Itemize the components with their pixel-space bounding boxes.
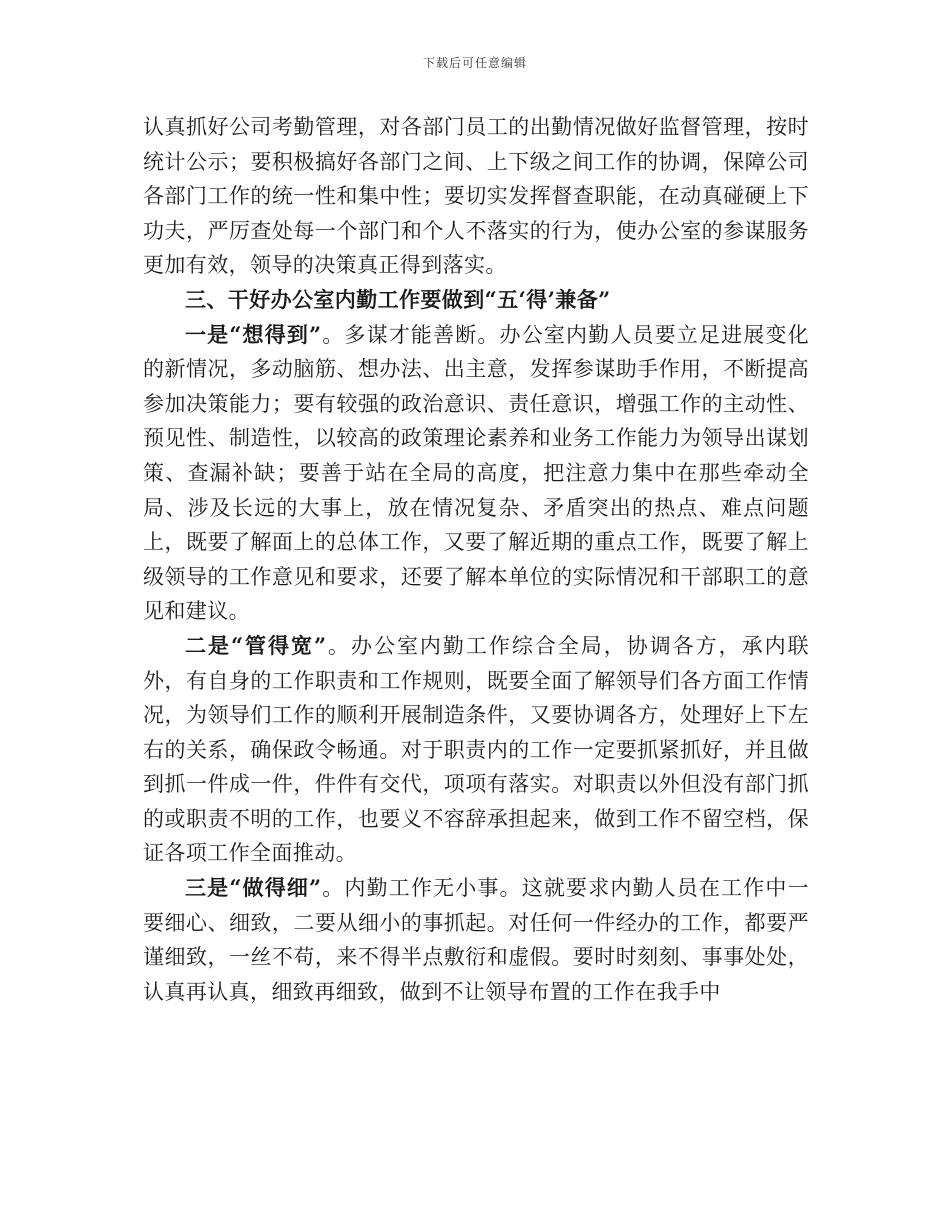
paragraph-do-detailed	[143, 871, 809, 1009]
paragraph-think-ahead	[143, 318, 809, 629]
paragraph-text: 。办公室内勤工作综合全局，协调各方，承内联外，有自身的工作职责和工作规则，既要全面了解领导们各方面工作情况，为领导们工作的顺利开展制造条件，又要协调各方，处理好上下左右的关系，确保政令畅通。对于职责内的工作一定要抓紧抓好，并且做到抓一件成一件，件件有交代，项项有落实。对职责以外但没有部门抓的或职责不明的工作，也要义不容辞承担起来，做到工作不留空档，保证各项工作全面推动。	[143, 633, 809, 866]
section-heading-three: 三、干好办公室内勤工作要做到“五‘得’兼备”	[185, 286, 611, 312]
paragraph-manage-wide	[143, 629, 809, 871]
page-header-note: 下载后可任意编辑	[422, 56, 527, 70]
paragraph-lead: 一是“想得到”	[185, 321, 322, 347]
paragraph-text: 。多谋才能善断。办公室内勤人员要立足进展变化的新情况，多动脑筋、想办法、出主意，发挥参谋助手作用，不断提高参加决策能力；要有较强的政治意识、责任意识，增强工作的主动性、预见性、制造性，以较高的政策理论素养和业务工作能力为领导出谋划策、查漏补缺；要善于站在全局的高度，把注意力集中在那些牵动全局、涉及长远的大事上，放在情况复杂、矛盾突出的热点、难点问题上，既要了解面上的总体工作，又要了解近期的重点工作，既要了解上级领导的工作意见和要求，还要了解本单位的实际情况和干部职工的意见和建议。	[143, 322, 809, 624]
paragraph-lead: 三是“做得细”	[185, 875, 322, 901]
paragraph-attendance: 认真抓好公司考勤管理，对各部门员工的出勤情况做好监督管理，按时统计公示；要积极搞好各部门之间、上下级之间工作的协调，保障公司各部门工作的统一性和集中性；要切实发挥督查职能，在动真碰硬上下功夫，严厉查处每一个部门和个人不落实的行为，使办公室的参谋服务更加有效，领导的决策真正得到落实。	[143, 115, 809, 278]
paragraph-lead: 二是“管得宽”	[185, 632, 327, 658]
paragraph-text: 。内勤工作无小事。这就要求内勤人员在工作中一要细心、细致，二要从细小的事抓起。对任何一件经办的工作，都要严谨细致，一丝不苟，来不得半点敷衍和虚假。要时时刻刻、事事处处，认真再认真，细致再细致，做到不让领导布置的工作在我手中	[143, 876, 809, 1004]
document-body	[143, 110, 809, 1009]
